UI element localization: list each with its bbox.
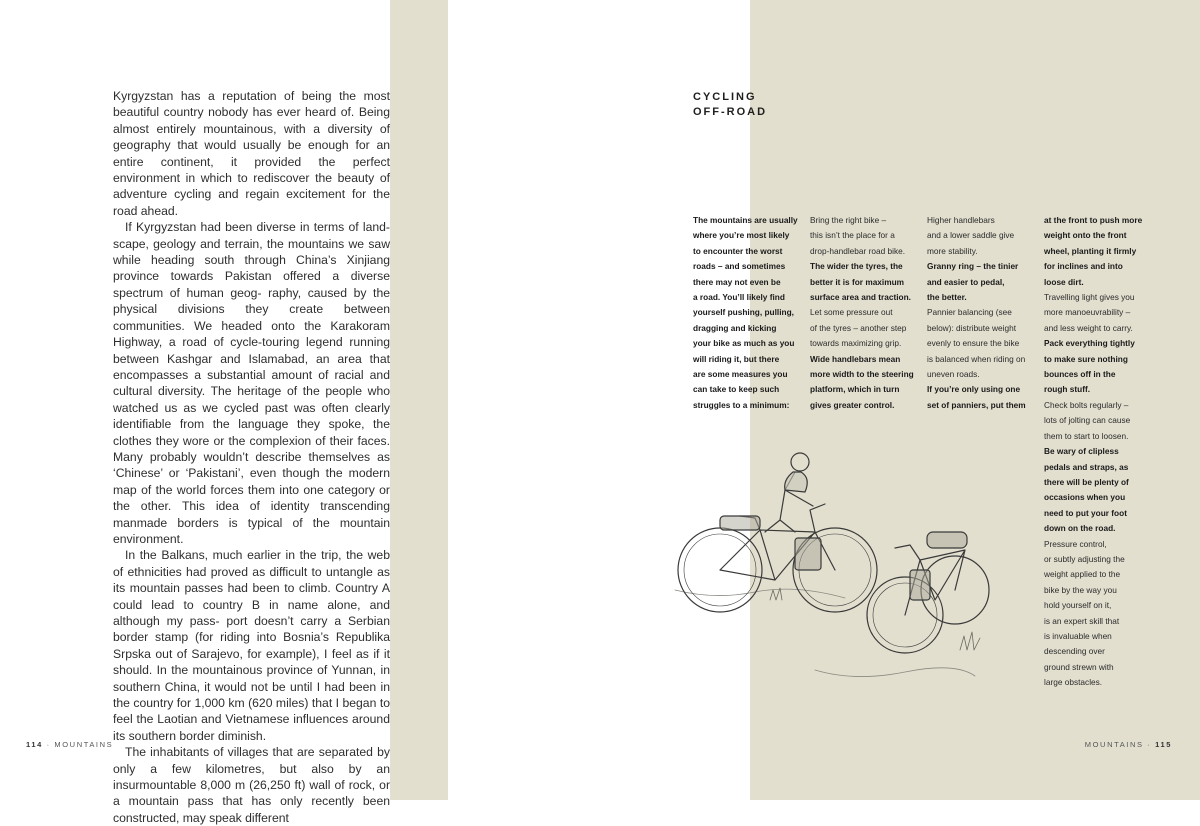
tip-line: large obstacles. <box>1044 677 1103 688</box>
body-line: been in the country for 1,000 km (620 miles) that I began <box>113 679 390 711</box>
tip-line: at the front to push more <box>1044 215 1143 225</box>
tip-line: Pannier balancing (see <box>927 307 1012 318</box>
tips-column-3 <box>927 213 1045 413</box>
tip-line: set of panniers, put them <box>927 399 1026 410</box>
tip-line: wheel, planting it firmly <box>1044 245 1137 256</box>
body-line: the perfect environment in which to rediscover the <box>113 154 391 186</box>
tip-line: loose dirt. <box>1044 276 1084 287</box>
body-line: In the Balkans, much earlier in the trip, the web of <box>113 548 390 579</box>
body-line: to feel the Laotian and Vietnamese influences around <box>113 696 390 727</box>
page-number: 114 <box>26 740 43 749</box>
tip-line: to make sure nothing <box>1044 353 1128 364</box>
tips-column-2 <box>810 213 928 413</box>
body-line: mountainous, with a diversity of geography that would <box>113 121 391 153</box>
body-line: spoke, the clothes they wore or the complexion of their <box>113 417 390 448</box>
tip-line: Higher handlebars <box>927 215 995 225</box>
body-paragraph <box>113 88 390 219</box>
folio-right: MOUNTAINS · 115 <box>1084 740 1172 749</box>
tip-line: better it is for maximum <box>810 276 905 287</box>
bikes-illustration <box>665 420 995 710</box>
tip-line: of the tyres – another step <box>810 322 907 333</box>
body-line: country nobody has ever heard of. Being almost entirely <box>113 105 390 136</box>
body-line: Highway, a road of cycle-touring legend running between <box>113 335 390 366</box>
tip-line: need to put your foot <box>1044 507 1127 518</box>
tip-line: for inclines and into <box>1044 261 1123 272</box>
tip-line: Bring the right bike – <box>810 215 887 225</box>
left-page-body-text <box>113 88 390 826</box>
body-line: a few kilometres, but also by an insurmountable 8,000 <box>113 761 390 793</box>
section-heading <box>693 90 767 120</box>
body-line: its southern border diminish. <box>113 728 267 743</box>
tip-line: ground strewn with <box>1044 661 1114 672</box>
heading-line: OFF-ROAD <box>693 106 768 118</box>
body-line: beauty of adventure cycling and regain excitement for <box>113 171 390 202</box>
tip-line: rough stuff. <box>1044 384 1091 395</box>
tip-line: will riding it, but there <box>693 353 780 364</box>
folio-left: 114 · MOUNTAINS <box>26 740 114 749</box>
body-line: was often clearly identifiable from the language they <box>113 400 390 432</box>
tip-line: If you’re only using one <box>927 384 1021 395</box>
tip-line: descending over <box>1044 646 1105 657</box>
body-line: ‘Chinese’ or ‘Pakistani’, even though the modern map <box>113 466 390 497</box>
body-line: faces. Many probably wouldn’t describe themselves as <box>113 433 390 464</box>
body-line: Pakistan offered a diverse spectrum of human geog- <box>113 269 390 300</box>
tip-line: or subtly adjusting the <box>1044 553 1125 564</box>
tip-line: a road. You’ll likely find <box>693 292 785 303</box>
page-gutter-band <box>390 0 448 800</box>
folio-label: MOUNTAINS <box>54 740 114 749</box>
tips-column-1 <box>693 213 811 413</box>
body-line: m (26,250 ft) wall of rock, or a mountain pass that has <box>113 778 391 809</box>
body-line: Kyrgyzstan has a reputation of being the most beautiful <box>113 89 390 120</box>
body-paragraph <box>113 744 390 826</box>
body-paragraph <box>113 547 390 744</box>
body-line: only recently been constructed, may speak different <box>113 794 390 825</box>
tip-line: your bike as much as you <box>693 338 795 349</box>
tip-line: more width to the steering <box>810 369 914 380</box>
body-paragraph <box>113 219 390 547</box>
tip-line: below): distribute weight <box>927 322 1017 333</box>
body-line: between communities. We headed onto the Karakoram <box>113 302 390 333</box>
body-line: heading south through China’s Xinjiang province towards <box>113 253 391 284</box>
tip-line: the better. <box>927 292 967 303</box>
tip-line: Travelling light gives you <box>1044 292 1135 303</box>
body-line: Bosnia’s Republika Srpska out of Sarajevo, for example), <box>113 630 391 661</box>
tip-line: where you’re most likely <box>693 230 790 241</box>
tip-line: lots of jolting can cause <box>1044 415 1131 426</box>
body-line: ethnicities had proved as difficult to untangle as its <box>113 564 390 596</box>
tip-line: pedals and straps, as <box>1044 461 1129 472</box>
tip-line: are some measures you <box>693 369 788 380</box>
tip-line: The mountains are usually <box>693 215 798 225</box>
tip-line: Pack everything tightly <box>1044 338 1135 349</box>
tip-line: is balanced when riding on <box>927 353 1026 364</box>
body-line: port doesn’t carry a Serbian border stamp (for riding into <box>113 614 390 645</box>
tip-line: them to start to loosen. <box>1044 430 1129 441</box>
tip-line: hold yourself on it, <box>1044 600 1112 611</box>
tip-line: is invaluable when <box>1044 630 1112 641</box>
body-line: If Kyrgyzstan had been diverse in terms of land- <box>125 220 390 235</box>
body-line: substantial amount of racial and cultural diversity. The <box>113 367 390 399</box>
tip-line: dragging and kicking <box>693 322 777 333</box>
tip-line: gives greater control. <box>810 399 895 410</box>
body-line: Yunnan, in southern China, it would not be until I had <box>113 663 391 694</box>
tip-line: Check bolts regularly – <box>1044 399 1129 410</box>
body-line: of the world forces them into one category or the other. <box>113 482 390 514</box>
tip-line: The wider the tyres, the <box>810 261 903 272</box>
tip-line: Be wary of clipless <box>1044 446 1119 457</box>
tip-line: and a lower saddle give <box>927 230 1015 241</box>
body-line: heritage of the people who watched us as we cycled past <box>113 384 390 415</box>
body-line: mountain passes had been to climb. Country A could <box>113 581 390 612</box>
body-line: scape, geology and terrain, the mountains we saw while <box>113 236 390 268</box>
tip-line: Wide handlebars mean <box>810 353 901 364</box>
tip-line: to encounter the worst <box>693 245 783 256</box>
tip-line: is an expert skill that <box>1044 615 1120 626</box>
tip-line: and less weight to carry. <box>1044 322 1133 333</box>
tip-line: surface area and traction. <box>810 292 911 303</box>
tip-line: Granny ring – the tinier <box>927 261 1019 272</box>
tip-line: roads – and sometimes <box>693 261 786 272</box>
body-line: I feel as if it should. In the mountainous province of <box>113 646 390 678</box>
tip-line: more stability. <box>927 245 978 256</box>
body-line: typical of the mountain environment. <box>113 515 391 546</box>
tip-line: Pressure control, <box>1044 538 1107 549</box>
tip-line: struggles to a minimum: <box>693 399 790 410</box>
body-line: Kashgar and Islamabad, an area that encompasses a <box>113 351 390 382</box>
body-line: lead to country B in name alone, and although my pass- <box>113 597 390 628</box>
body-line: the road ahead. <box>113 187 390 218</box>
body-line: The inhabitants of villages that are separated by only <box>113 745 390 776</box>
tip-line: down on the road. <box>1044 523 1116 534</box>
tip-line: bounces off in the <box>1044 369 1116 380</box>
body-line: usually be enough for an entire continent, it provided <box>113 138 390 169</box>
tip-line: yourself pushing, pulling, <box>693 307 794 318</box>
tip-line: and easier to pedal, <box>927 276 1005 287</box>
tip-line: can take to keep such <box>693 384 780 395</box>
tip-line: bike by the way you <box>1044 584 1117 595</box>
tip-line: uneven roads. <box>927 369 980 380</box>
tip-line: towards maximizing grip. <box>810 338 902 349</box>
tip-line: evenly to ensure the bike <box>927 338 1020 349</box>
tip-line: weight onto the front <box>1044 230 1127 241</box>
tip-line: there may not even be <box>693 276 781 287</box>
tips-column-4 <box>1044 213 1162 691</box>
tip-line: more manoeuvrability – <box>1044 307 1131 318</box>
heading-line: CYCLING <box>693 91 757 103</box>
page-number: 115 <box>1155 740 1172 749</box>
tip-line: Let some pressure out <box>810 307 893 318</box>
folio-label: MOUNTAINS <box>1084 740 1144 749</box>
tip-line: occasions when you <box>1044 492 1126 503</box>
tip-line: weight applied to the <box>1044 569 1121 580</box>
tip-line: this isn’t the place for a <box>810 230 895 241</box>
body-line: raphy, caused by the physical divisions they create <box>113 285 390 317</box>
tip-line: platform, which in turn <box>810 384 900 395</box>
tip-line: there will be plenty of <box>1044 476 1129 487</box>
body-line: This idea of identity transcending manmade borders is <box>113 499 390 530</box>
tip-line: drop-handlebar road bike. <box>810 245 906 256</box>
